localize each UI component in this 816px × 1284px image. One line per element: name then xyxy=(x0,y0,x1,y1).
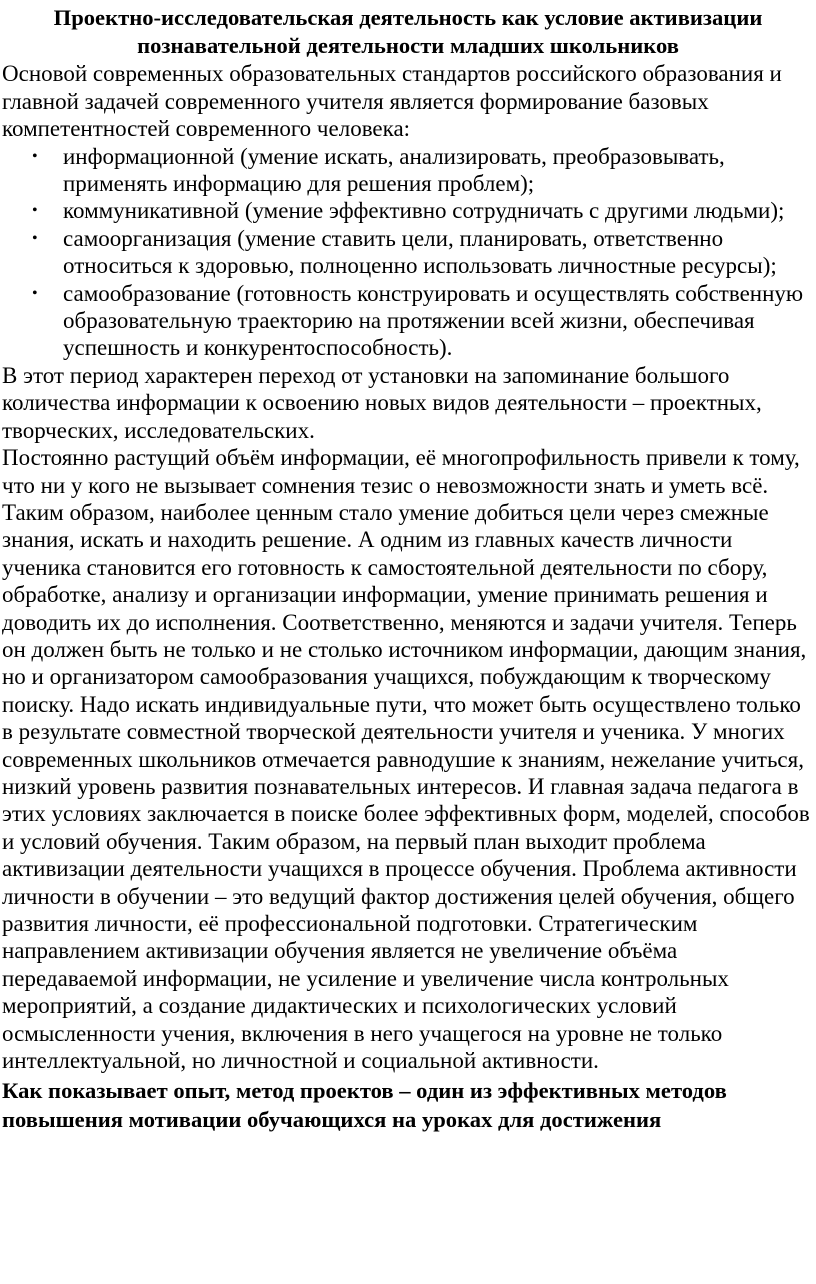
intro-paragraph: Основой современных образовательных стандартов российского образования и главной задачей современного учителя является формирование базовых компетентностей современного человека: xyxy=(2,61,782,142)
body-paragraph-bold: Как показывает опыт, метод проектов – один из эффективных методов повышения мотивации обучающихся на уроках для достижения xyxy=(2,1078,727,1133)
list-item xyxy=(32,225,814,280)
body-paragraph-1: В этот период характерен переход от установки на запоминание большого количества информации к освоению новых видов деятельности – проектных, творческих, исследовательских. xyxy=(2,362,762,443)
list-item-text: самоорганизация (умение ставить цели, планировать, ответственно относиться к здоровью, полноценно использовать личностные ресурсы); xyxy=(63,225,777,279)
list-item-text: информационной (умение искать, анализировать, преобразовывать, применять информацию для решения проблем); xyxy=(63,143,725,197)
bullet-icon: • xyxy=(32,202,38,220)
bullet-icon: • xyxy=(32,147,38,165)
bullet-icon: • xyxy=(32,284,38,302)
document-page xyxy=(2,0,814,1134)
list-item-text: самообразование (готовность конструировать и осуществлять собственную образовательную траекторию на протяжении всей жизни, обеспечивая успешность и конкурентоспособность). xyxy=(63,280,804,361)
body-paragraph-2: Постоянно растущий объём информации, её многопрофильность привели к тому, что ни у кого не вызывает сомнения тезис о невозможности знать и уметь всё. Таким образом, наиболее ценным стало умение добиться цели через смежные знания, искать и находить решение. А одним из главных качеств личности ученика становится его готовность к самостоятельной деятельности по сбору, обработке, анализу и организации информации, умение принимать решения и доводить их до исполнения. Соответственно, меняются и задачи учителя. Теперь он должен быть не только и не столько источником информации, дающим знания, но и организатором самообразования учащихся, побуждающим к творческому поиску. Надо искать индивидуальные пути, что может быть осуществлено только в результате совместной творческой деятельности учителя и ученика. У многих современных школьников отмечается равнодушие к знаниям, нежелание учиться, низкий уровень развития познавательных интересов. И главная задача педагога в этих условиях заключается в поиске более эффективных форм, моделей, способов и условий обучения. Таким образом, на первый план выходит проблема активизации деятельности учащихся в процессе обучения. Проблема активности личности в обучении – это ведущий фактор достижения целей обучения, общего развития личности, её профессиональной подготовки. Стратегическим направлением активизации обучения является не увеличение объёма передаваемой информации, не усиление и увеличение числа контрольных мероприятий, а создание дидактических и психологических условий осмысленности учения, включения в него учащегося на уровне не только интеллектуальной, но личностной и социальной активности. xyxy=(2,445,810,1074)
list-item-text: коммуникативной (умение эффективно сотрудничать с другими людьми); xyxy=(63,198,785,224)
title-line-1: Проектно-исследовательская деятельность как условие активизации xyxy=(53,5,763,30)
list-item xyxy=(32,197,814,224)
title-line-2: познавательной деятельности младших школьников xyxy=(137,33,679,59)
bullet-icon: • xyxy=(32,229,38,247)
list-item xyxy=(32,143,814,198)
document-title xyxy=(2,0,814,60)
competencies-list xyxy=(2,143,814,362)
list-item xyxy=(32,280,814,362)
